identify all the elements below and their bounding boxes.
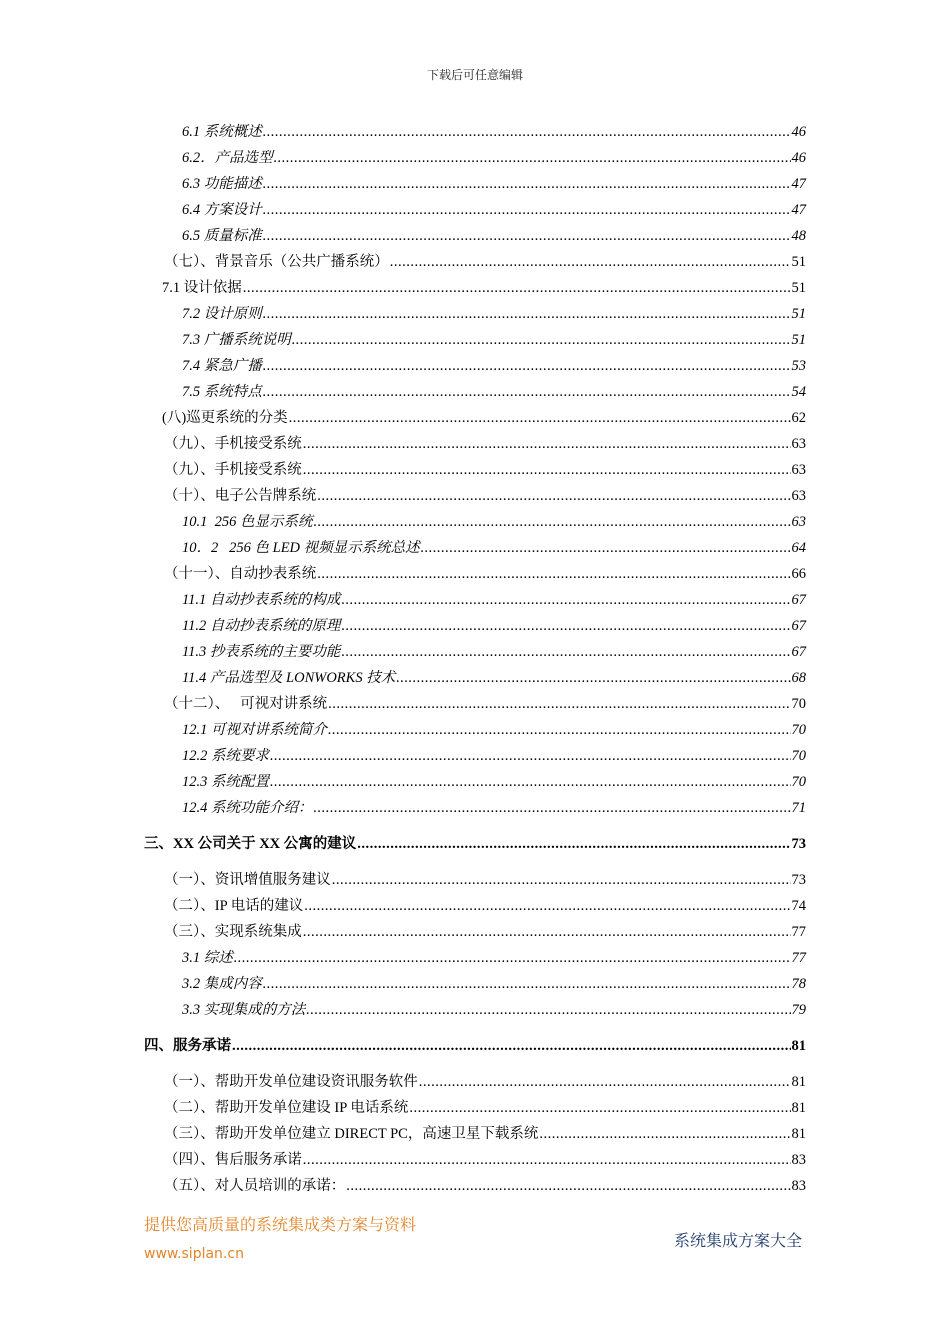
toc-leader-dots	[303, 1149, 791, 1171]
toc-entry[interactable]	[164, 1149, 806, 1171]
toc-leader-dots	[270, 745, 791, 767]
toc-entry[interactable]	[162, 407, 806, 429]
toc-entry-page-number: 63	[791, 462, 806, 478]
toc-leader-dots	[357, 833, 790, 855]
toc-entry-page-number: 81	[791, 1074, 806, 1090]
toc-entry[interactable]	[164, 1097, 806, 1119]
toc-entry-label: 7.4 紧急广播	[182, 358, 262, 374]
toc-entry[interactable]	[144, 1035, 806, 1057]
toc-entry-page-number: 70	[791, 722, 806, 738]
toc-entry-page-number: 63	[791, 514, 806, 530]
toc-leader-dots	[332, 869, 791, 891]
toc-entry[interactable]	[182, 947, 806, 969]
toc-entry-page-number: 64	[791, 540, 806, 556]
toc-entry-label: （九）、手机接受系统	[164, 462, 302, 478]
toc-entry[interactable]	[182, 147, 806, 169]
toc-entry-label: (八)巡更系统的分类	[162, 410, 288, 426]
toc-entry-label: 6.1 系统概述	[182, 124, 262, 140]
toc-leader-dots	[346, 1175, 790, 1197]
toc-leader-dots	[232, 1035, 791, 1057]
page-header: 下载后可任意编辑	[426, 68, 523, 82]
toc-entry-page-number: 67	[791, 644, 806, 660]
toc-entry-page-number: 51	[791, 332, 806, 348]
toc-entry-page-number: 68	[791, 670, 806, 686]
toc-entry-page-number: 70	[791, 748, 806, 764]
toc-entry-page-number: 67	[791, 592, 806, 608]
toc-entry-label: （三）、帮助开发单位建立 DIRECT PC，高速卫星下载系统	[164, 1126, 539, 1142]
toc-entry-label: 10.1 256 色显示系统	[182, 514, 313, 530]
toc-entry[interactable]	[164, 563, 806, 585]
toc-leader-dots	[419, 1071, 791, 1093]
toc-entry-label: 3.1 综述	[182, 950, 233, 966]
toc-entry[interactable]	[164, 1175, 806, 1197]
toc-entry-page-number: 81	[791, 1126, 806, 1142]
toc-entry-label: 3.2 集成内容	[182, 976, 262, 992]
toc-entry-page-number: 71	[791, 800, 806, 816]
toc-entry-page-number: 51	[791, 280, 806, 296]
toc-entry[interactable]	[164, 895, 806, 917]
toc-entry-page-number: 63	[791, 488, 806, 504]
toc-entry-page-number: 70	[791, 696, 806, 712]
toc-entry-label: 四、服务承诺	[144, 1038, 231, 1054]
toc-entry-page-number: 77	[791, 924, 806, 940]
footer-brand: 系统集成方案大全	[674, 1233, 803, 1250]
toc-entry-label: 11.2 自动抄表系统的原理	[182, 618, 341, 634]
toc-leader-dots	[270, 771, 791, 793]
toc-entry-label: 6.5 质量标准	[182, 228, 262, 244]
toc-entry[interactable]	[182, 303, 806, 325]
toc-entry-label: 7.3 广播系统说明	[182, 332, 291, 348]
toc-entry-label: 6.4 方案设计	[182, 202, 262, 218]
toc-entry-page-number: 47	[791, 176, 806, 192]
toc-entry[interactable]	[164, 869, 806, 891]
toc-entry-label: 11.1 自动抄表系统的构成	[182, 592, 341, 608]
toc-entry[interactable]	[182, 173, 806, 195]
toc-entry-page-number: 73	[791, 872, 806, 888]
toc-leader-dots	[314, 511, 791, 533]
toc-entry[interactable]	[182, 589, 806, 611]
toc-entry-page-number: 46	[791, 124, 806, 140]
toc-leader-dots	[303, 459, 791, 481]
toc-leader-dots	[289, 407, 791, 429]
toc-entry[interactable]	[182, 381, 806, 403]
toc-entry-label: （五）、对人员培训的承诺：	[164, 1178, 346, 1194]
toc-entry[interactable]	[164, 459, 806, 481]
toc-entry-label: 三、XX 公司关于 XX 公寓的建议	[144, 836, 357, 852]
toc-entry[interactable]	[182, 615, 806, 637]
toc-leader-dots	[263, 303, 791, 325]
toc-entry[interactable]	[182, 329, 806, 351]
toc-entry-label: 10．2 256 色 LED 视频显示系统总述	[182, 540, 420, 556]
toc-entry[interactable]	[182, 667, 806, 689]
toc-leader-dots	[243, 277, 791, 299]
toc-entry-page-number: 83	[791, 1152, 806, 1168]
toc-entry-label: 12.2 系统要求	[182, 748, 269, 764]
toc-leader-dots	[234, 947, 791, 969]
toc-entry[interactable]	[182, 719, 806, 741]
toc-entry[interactable]	[182, 121, 806, 143]
toc-leader-dots	[539, 1123, 790, 1145]
toc-entry-label: （十）、电子公告牌系统	[164, 488, 317, 504]
toc-leader-dots	[328, 693, 790, 715]
toc-entry-label: （一）、帮助开发单位建设资讯服务软件	[164, 1074, 418, 1090]
toc-entry-label: （二）、帮助开发单位建设 IP 电话系统	[164, 1100, 409, 1116]
toc-entry-label: 11.3 抄表系统的主要功能	[182, 644, 341, 660]
toc-leader-dots	[263, 121, 791, 143]
toc-entry-label: 11.4 产品选型及 LONWORKS 技术	[182, 670, 396, 686]
toc-leader-dots	[421, 537, 791, 559]
toc-entry[interactable]	[182, 511, 806, 533]
toc-entry[interactable]	[182, 771, 806, 793]
toc-entry-page-number: 48	[791, 228, 806, 244]
toc-entry-label: 7.2 设计原则	[182, 306, 262, 322]
toc-entry-page-number: 66	[791, 566, 806, 582]
toc-entry[interactable]	[164, 433, 806, 455]
toc-entry[interactable]	[182, 355, 806, 377]
toc-leader-dots	[306, 999, 790, 1021]
toc-leader-dots	[390, 251, 791, 273]
toc-entry-page-number: 62	[791, 410, 806, 426]
toc-leader-dots	[341, 641, 790, 663]
toc-leader-dots	[341, 589, 790, 611]
toc-leader-dots	[328, 719, 791, 741]
footer-url-link[interactable]: www.siplan.cn	[144, 1246, 244, 1262]
toc-entry-label: （十一）、自动抄表系统	[164, 566, 317, 582]
toc-entry-label: （九）、手机接受系统	[164, 436, 302, 452]
toc-entry-page-number: 67	[791, 618, 806, 634]
toc-entry[interactable]	[164, 251, 806, 273]
toc-entry-page-number: 63	[791, 436, 806, 452]
toc-entry-label: （一）、资讯增值服务建议	[164, 872, 331, 888]
toc-leader-dots	[303, 921, 791, 943]
toc-entry[interactable]	[182, 973, 806, 995]
toc-entry-label: 6.3 功能描述	[182, 176, 262, 192]
toc-entry-page-number: 81	[791, 1100, 806, 1116]
toc-entry-page-number: 51	[791, 254, 806, 270]
toc-entry-page-number: 46	[791, 150, 806, 166]
toc-leader-dots	[263, 381, 791, 403]
toc-entry-page-number: 79	[791, 1002, 806, 1018]
toc-leader-dots	[341, 615, 790, 637]
toc-entry-page-number: 70	[791, 774, 806, 790]
toc-entry[interactable]	[144, 833, 806, 855]
toc-entry[interactable]	[182, 999, 806, 1021]
toc-entry-label: 12.1 可视对讲系统简介	[182, 722, 327, 738]
toc-entry[interactable]	[182, 797, 806, 819]
toc-entry-label: 3.3 实现集成的方法	[182, 1002, 306, 1018]
toc-leader-dots	[263, 225, 791, 247]
toc-entry-page-number: 78	[791, 976, 806, 992]
toc-entry-page-number: 53	[791, 358, 806, 374]
toc-entry[interactable]	[164, 693, 806, 715]
toc-entry[interactable]	[182, 225, 806, 247]
toc-entry-page-number: 54	[791, 384, 806, 400]
toc-leader-dots	[317, 563, 790, 585]
toc-entry-label: （三）、实现系统集成	[164, 924, 302, 940]
toc-leader-dots	[314, 797, 791, 819]
toc-entry[interactable]	[162, 277, 806, 299]
toc-entry-page-number: 73	[791, 836, 806, 852]
toc-leader-dots	[304, 895, 790, 917]
toc-leader-dots	[263, 973, 791, 995]
toc-entry-page-number: 51	[791, 306, 806, 322]
toc-entry-label: （七）、背景音乐（公共广播系统）	[164, 254, 389, 270]
toc-entry[interactable]	[164, 1123, 806, 1145]
toc-leader-dots	[317, 485, 790, 507]
toc-leader-dots	[263, 173, 791, 195]
toc-entry-label: 7.1 设计依据	[162, 280, 242, 296]
toc-entry-page-number: 74	[791, 898, 806, 914]
toc-entry-page-number: 81	[791, 1038, 806, 1054]
toc-leader-dots	[303, 433, 791, 455]
toc-entry[interactable]	[182, 641, 806, 663]
toc-entry-label: 12.3 系统配置	[182, 774, 269, 790]
toc-entry-label: 12.4 系统功能介绍：	[182, 800, 313, 816]
toc-entry-label: （十二）、 可视对讲系统	[164, 696, 328, 712]
toc-entry-page-number: 47	[791, 202, 806, 218]
toc-entry-label: 7.5 系统特点	[182, 384, 262, 400]
toc-leader-dots	[263, 199, 791, 221]
toc-entry-page-number: 83	[791, 1178, 806, 1194]
toc-leader-dots	[396, 667, 790, 689]
toc-entry[interactable]	[182, 199, 806, 221]
toc-entry-page-number: 77	[791, 950, 806, 966]
toc-leader-dots	[263, 355, 791, 377]
toc-entry[interactable]	[164, 485, 806, 507]
toc-leader-dots	[409, 1097, 790, 1119]
toc-entry-label: （四）、售后服务承诺	[164, 1152, 302, 1168]
toc-entry[interactable]	[164, 921, 806, 943]
toc-entry[interactable]	[164, 1071, 806, 1093]
toc-entry[interactable]	[182, 537, 806, 559]
footer-tagline: 提供您高质量的系统集成类方案与资料	[144, 1217, 417, 1234]
toc-entry-label: 6.2．产品选型	[182, 150, 273, 166]
toc-leader-dots	[292, 329, 791, 351]
toc-leader-dots	[274, 147, 791, 169]
toc-entry-label: （二）、IP 电话的建议	[164, 898, 304, 914]
toc-entry[interactable]	[182, 745, 806, 767]
